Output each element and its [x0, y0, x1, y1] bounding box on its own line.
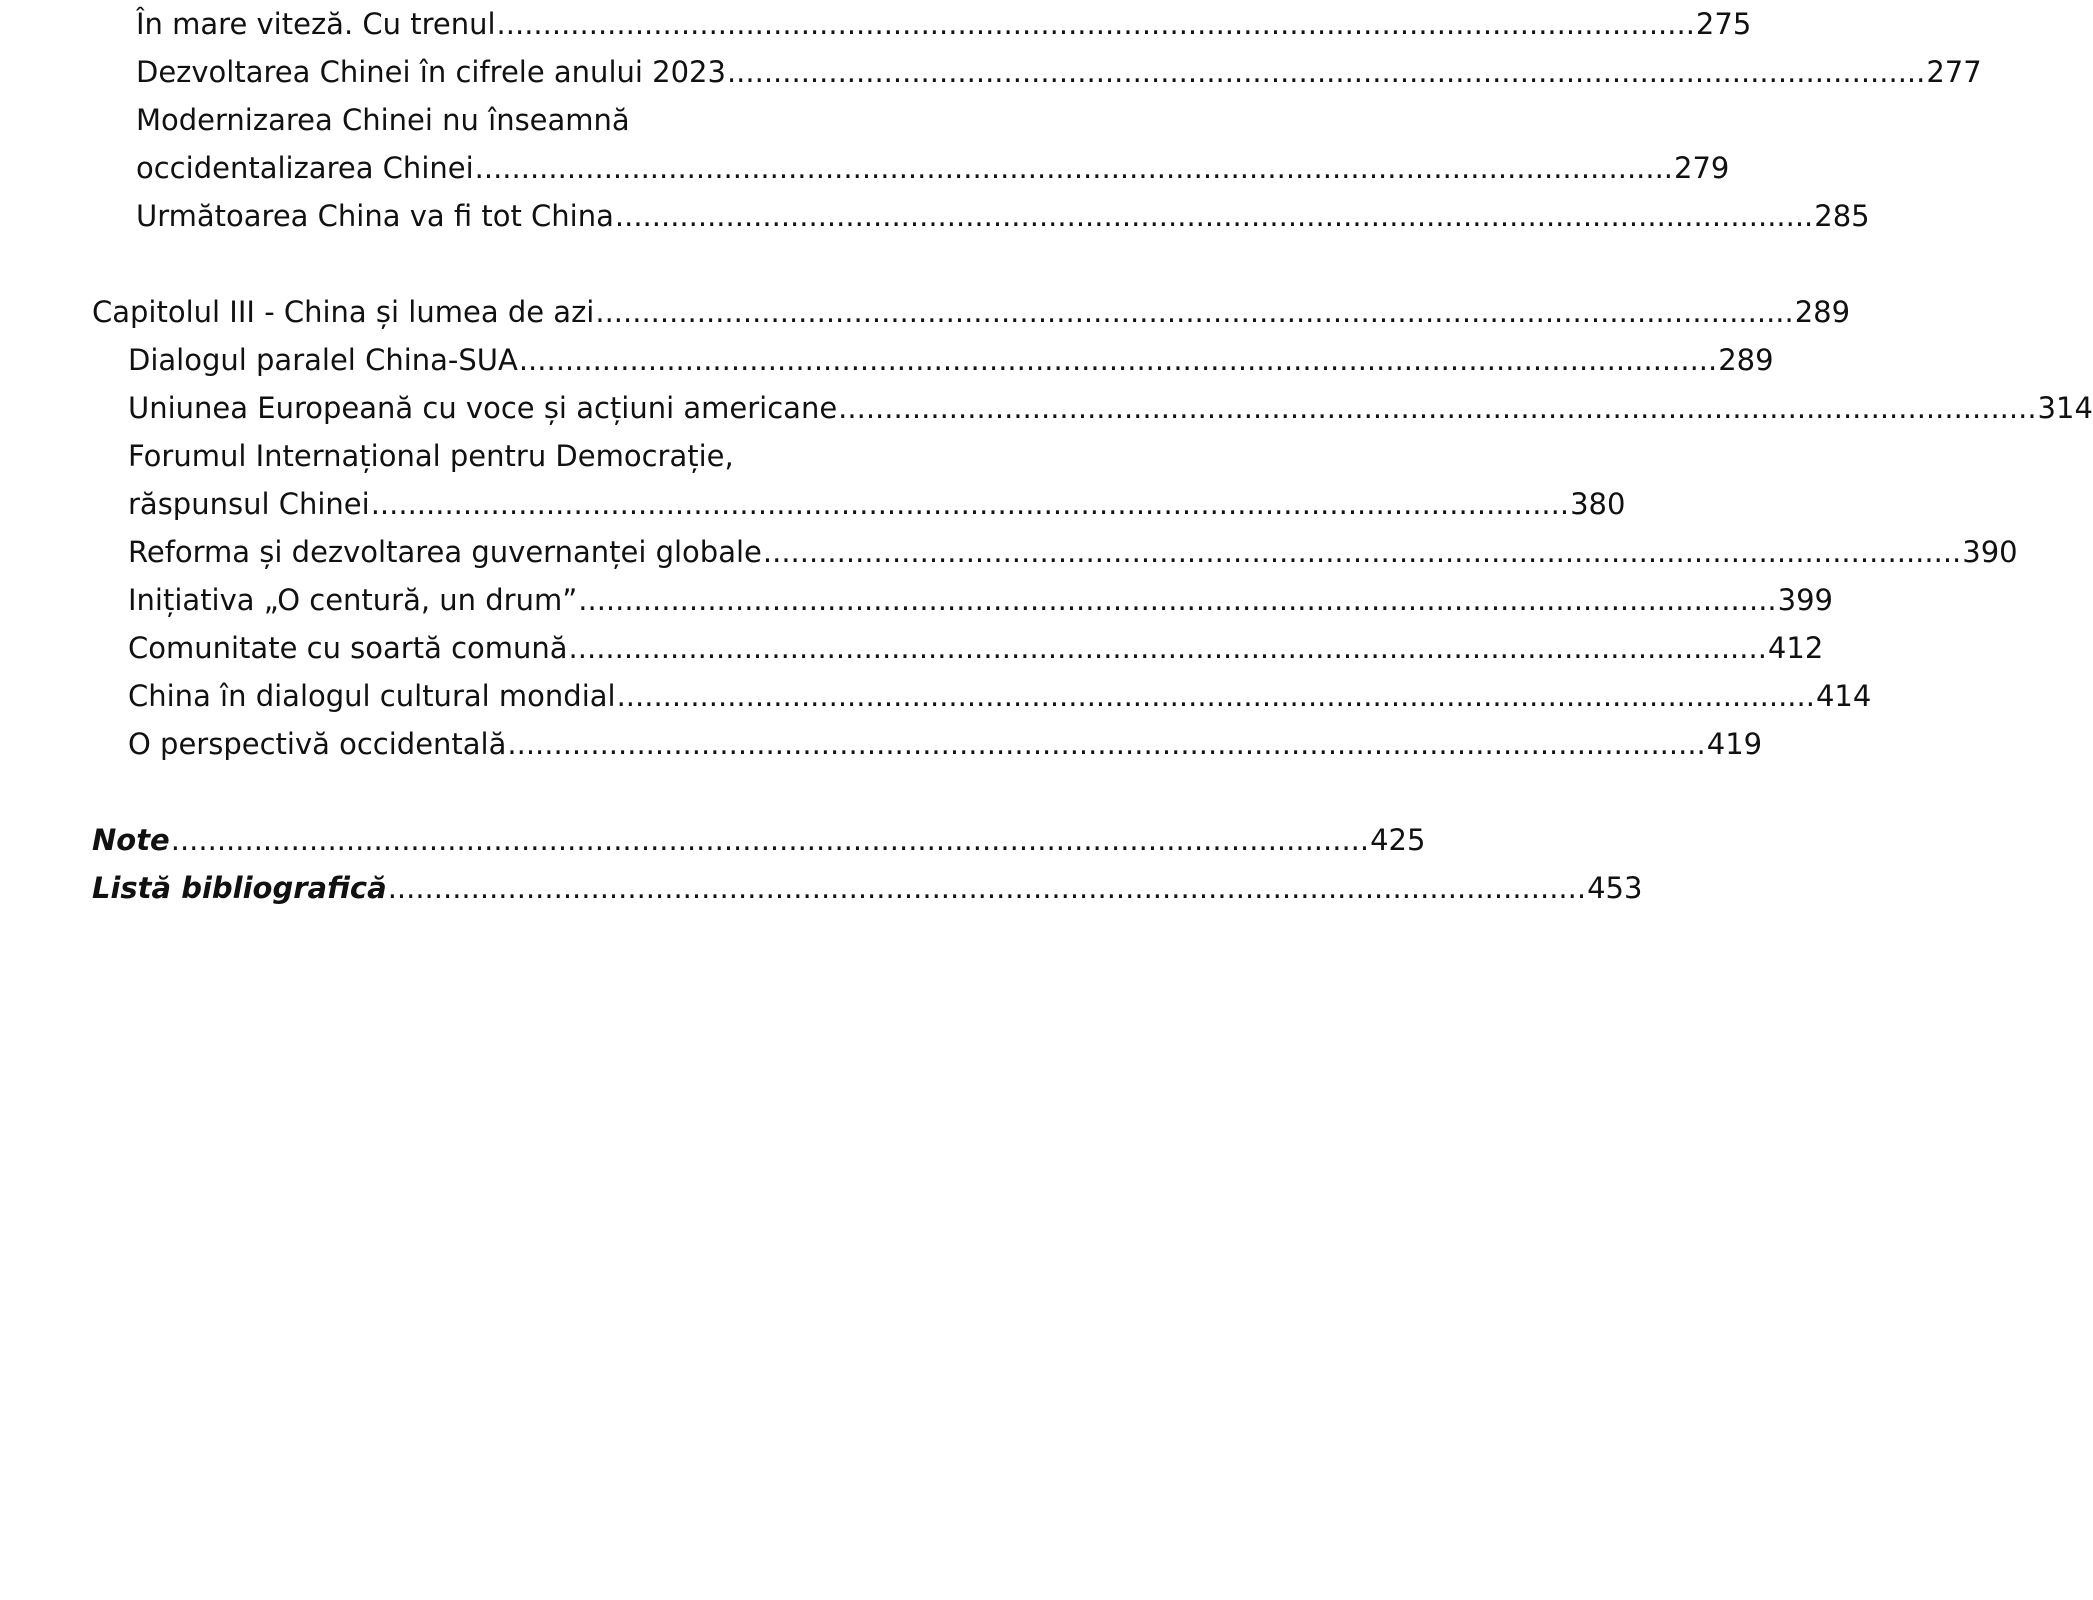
toc-entry[interactable] — [128, 384, 2093, 432]
toc-entry-page: 414 — [1815, 679, 1872, 713]
toc-entry[interactable] — [128, 480, 1626, 528]
dot-leader: .................................................................................................................................. — [838, 391, 2037, 425]
toc-entry-title: O perspectivă occidentală — [128, 727, 507, 761]
toc-entry-page: 380 — [1570, 487, 1626, 521]
toc-entry[interactable] — [128, 720, 1763, 768]
toc-notes-page: 425 — [1370, 823, 1426, 857]
dot-leader: .................................................................................................................................. — [614, 199, 1814, 233]
toc-entry-title: Inițiativa „O centură, un drum” — [128, 583, 578, 617]
toc-notes-title: Note — [92, 823, 170, 857]
toc-entry-page: 399 — [1777, 583, 1833, 617]
toc-entry-title: Modernizarea Chinei nu înseamnă — [136, 103, 630, 137]
toc-entry-title: Uniunea Europeană cu voce și acțiuni americane — [128, 391, 838, 425]
toc-entry-title: răspunsul Chinei — [128, 487, 370, 521]
toc-entry-title: Dezvoltarea Chinei în cifrele anului 2023 — [136, 55, 726, 89]
toc-entry[interactable] — [136, 96, 929, 144]
dot-leader: .................................................................................................................................. — [518, 343, 1718, 377]
dot-leader: .................................................................................................................................. — [496, 7, 1695, 41]
toc-entry-title: Reforma și dezvoltarea guvernanței globale — [128, 535, 762, 569]
toc-entry-page: 412 — [1767, 631, 1824, 665]
dot-leader: .................................................................................................................................. — [170, 823, 1370, 857]
dot-leader: .................................................................................................................................. — [387, 871, 1587, 905]
toc-bibliography-entry[interactable] — [92, 864, 1643, 912]
dot-leader: .................................................................................................................................. — [507, 727, 1706, 761]
toc-entry-title: Dialogul paralel China-SUA — [128, 343, 518, 377]
toc-entry-page: 275 — [1695, 7, 1752, 41]
toc-entry[interactable] — [128, 624, 1824, 672]
dot-leader: .................................................................................................................................. — [568, 631, 1767, 665]
toc-entry-title: Forumul Internațional pentru Democrație, — [128, 439, 734, 473]
toc-entry-title: În mare viteză. Cu trenul — [136, 7, 496, 41]
toc-entry-page: 279 — [1674, 151, 1730, 185]
toc-entry-page: 419 — [1706, 727, 1763, 761]
toc-entry[interactable] — [136, 0, 1752, 48]
dot-leader: .................................................................................................................................. — [762, 535, 1962, 569]
toc-bibliography-title: Listă bibliografică — [92, 871, 387, 905]
toc-entry-title: Comunitate cu soartă comună — [128, 631, 568, 665]
dot-leader: .................................................................................................................................. — [726, 55, 1926, 89]
toc-chapter-title: Capitolul III - China și lumea de azi — [92, 295, 595, 329]
toc-entry[interactable] — [136, 192, 1870, 240]
dot-leader: .................................................................................................................................. — [578, 583, 1777, 617]
toc-entry-page: 390 — [1962, 535, 2018, 569]
toc-entry-title: China în dialogul cultural mondial — [128, 679, 616, 713]
dot-leader: .................................................................................................................................. — [595, 295, 1794, 329]
toc-entry-title: Următoarea China va fi tot China — [136, 199, 614, 233]
toc-chapter-entry[interactable] — [92, 288, 1851, 336]
dot-leader: .................................................................................................................................. — [474, 151, 1674, 185]
toc-entry[interactable] — [128, 576, 1833, 624]
toc-entry-page: 285 — [1814, 199, 1870, 233]
toc-notes-entry[interactable] — [92, 816, 1426, 864]
toc-bibliography-page: 453 — [1587, 871, 1643, 905]
toc-chapter-page: 289 — [1794, 295, 1851, 329]
dot-leader: .................................................................................................................................. — [370, 487, 1570, 521]
toc-entry[interactable] — [128, 336, 1774, 384]
toc-entry[interactable] — [136, 48, 1982, 96]
toc-entry[interactable] — [128, 672, 1872, 720]
toc-entry-page: 289 — [1718, 343, 1774, 377]
toc-entry[interactable] — [128, 432, 929, 480]
toc-entry[interactable] — [136, 144, 1730, 192]
toc-entry-page: 277 — [1926, 55, 1982, 89]
dot-leader: .................................................................................................................................. — [616, 679, 1815, 713]
toc-entry-page: 314 — [2037, 391, 2093, 425]
toc-entry[interactable] — [128, 528, 2018, 576]
toc-entry-title: occidentalizarea Chinei — [136, 151, 474, 185]
